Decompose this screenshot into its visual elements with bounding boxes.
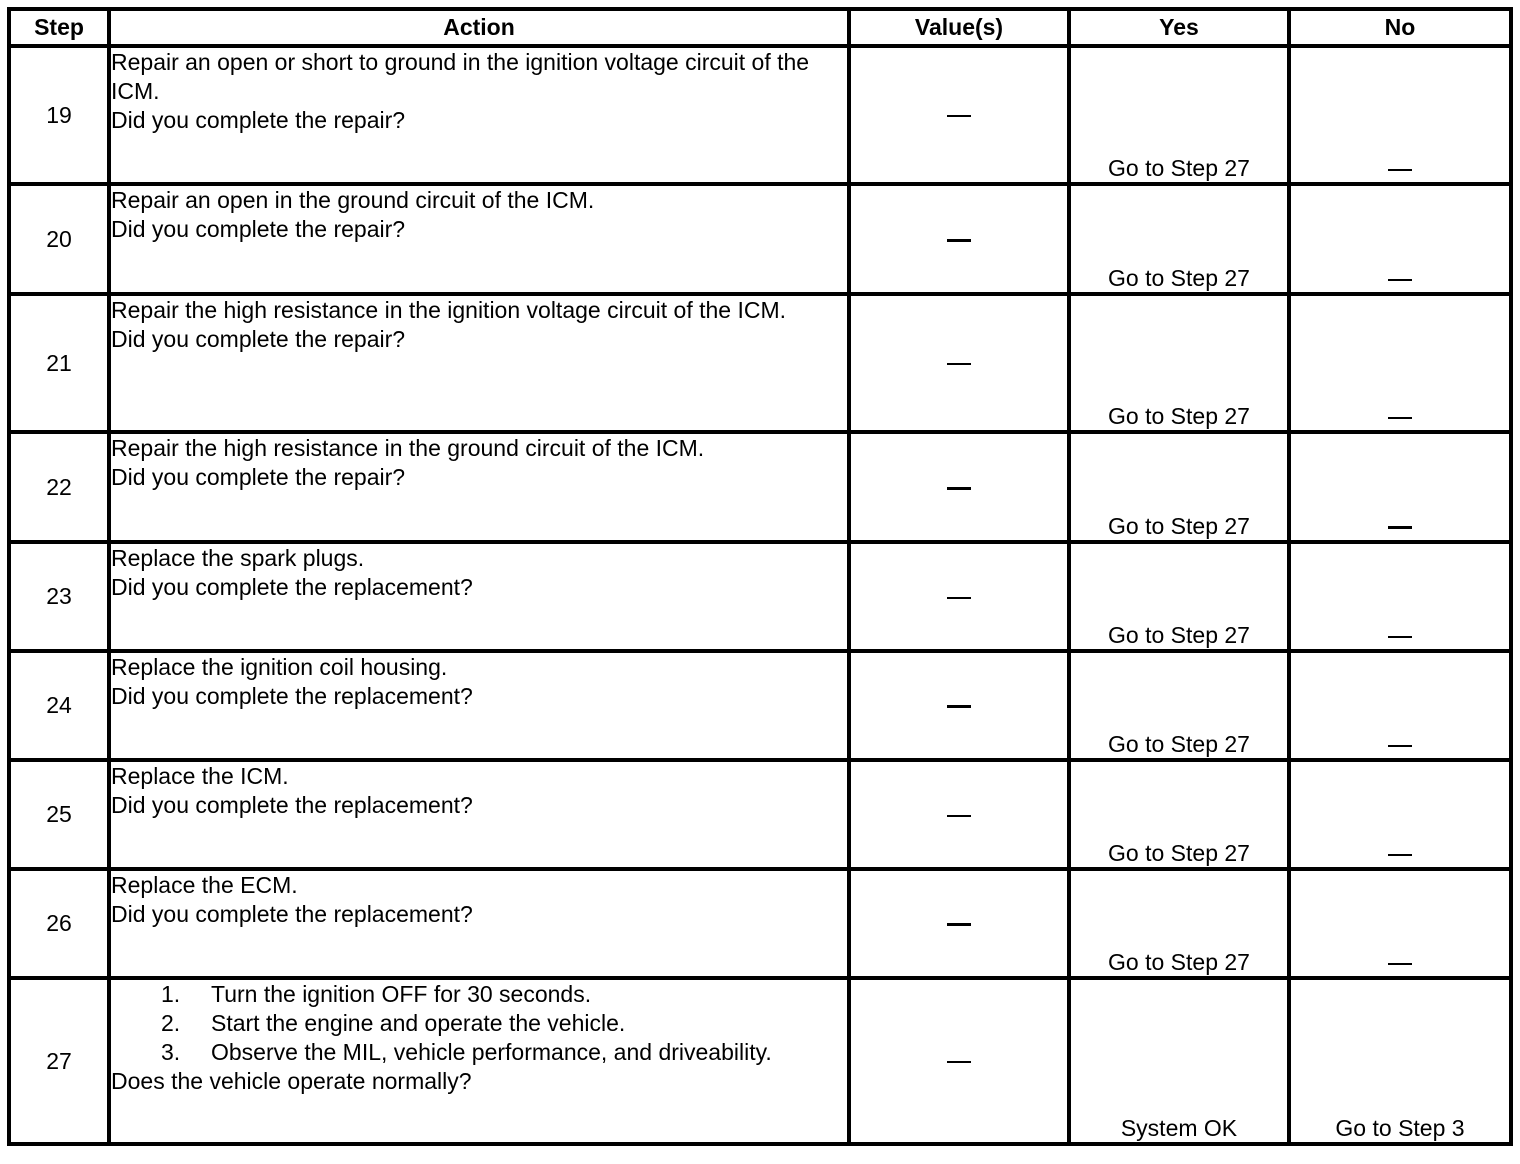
action-cell bbox=[109, 760, 849, 869]
values-cell bbox=[849, 432, 1069, 542]
action-question: Did you complete the replacement? bbox=[111, 901, 473, 927]
no-cell bbox=[1289, 760, 1511, 869]
no-cell bbox=[1289, 432, 1511, 542]
action-instruction: Replace the ECM. bbox=[111, 872, 298, 898]
step-number: 20 bbox=[9, 184, 109, 294]
list-text: Turn the ignition OFF for 30 seconds. bbox=[211, 981, 592, 1007]
step-number: 24 bbox=[9, 651, 109, 760]
no-cell: Go to Step 3 bbox=[1289, 978, 1511, 1144]
dash-mark bbox=[1388, 854, 1412, 856]
action-cell bbox=[109, 869, 849, 978]
values-cell bbox=[849, 46, 1069, 184]
table-row bbox=[9, 46, 1511, 184]
dash-mark bbox=[947, 597, 971, 599]
values-cell bbox=[849, 294, 1069, 432]
header-action: Action bbox=[109, 9, 849, 46]
action-instruction: Repair an open in the ground circuit of the ICM. bbox=[111, 187, 595, 213]
values-cell bbox=[849, 760, 1069, 869]
dash-mark bbox=[947, 923, 971, 926]
yes-cell: Go to Step 27 bbox=[1069, 46, 1289, 184]
dash-mark bbox=[947, 487, 971, 490]
step-number: 25 bbox=[9, 760, 109, 869]
dash-mark bbox=[1388, 169, 1412, 171]
action-question: Does the vehicle operate normally? bbox=[111, 1068, 472, 1094]
yes-cell: Go to Step 27 bbox=[1069, 760, 1289, 869]
table-row bbox=[9, 651, 1511, 760]
dash-mark bbox=[947, 815, 971, 817]
step-number: 27 bbox=[9, 978, 109, 1144]
procedure-list bbox=[161, 980, 847, 1067]
no-cell bbox=[1289, 184, 1511, 294]
header-row bbox=[9, 9, 1511, 46]
table-row bbox=[9, 760, 1511, 869]
table-row bbox=[9, 869, 1511, 978]
list-item bbox=[161, 1038, 847, 1067]
action-question: Did you complete the replacement? bbox=[111, 792, 473, 818]
step-number: 21 bbox=[9, 294, 109, 432]
diagnostic-table bbox=[7, 7, 1513, 1146]
action-instruction: Repair an open or short to ground in the ignition voltage circuit of the ICM. bbox=[111, 49, 810, 104]
yes-cell: Go to Step 27 bbox=[1069, 542, 1289, 651]
list-number: 1. bbox=[161, 981, 181, 1007]
no-cell bbox=[1289, 651, 1511, 760]
action-instruction: Replace the spark plugs. bbox=[111, 545, 365, 571]
values-cell bbox=[849, 184, 1069, 294]
dash-mark bbox=[947, 705, 971, 708]
yes-cell: Go to Step 27 bbox=[1069, 651, 1289, 760]
yes-cell: Go to Step 27 bbox=[1069, 184, 1289, 294]
action-question: Did you complete the replacement? bbox=[111, 683, 473, 709]
action-cell bbox=[109, 432, 849, 542]
dash-mark bbox=[1388, 745, 1412, 747]
action-instruction: Replace the ICM. bbox=[111, 763, 289, 789]
dash-mark bbox=[947, 115, 971, 117]
values-cell bbox=[849, 978, 1069, 1144]
list-text: Observe the MIL, vehicle performance, and driveability. bbox=[211, 1039, 772, 1065]
header-yes: Yes bbox=[1069, 9, 1289, 46]
step-number: 22 bbox=[9, 432, 109, 542]
step-number: 26 bbox=[9, 869, 109, 978]
list-number: 2. bbox=[161, 1010, 181, 1036]
yes-cell: Go to Step 27 bbox=[1069, 869, 1289, 978]
dash-mark bbox=[1388, 279, 1412, 281]
table-row bbox=[9, 184, 1511, 294]
action-question: Did you complete the repair? bbox=[111, 107, 406, 133]
action-instruction: Repair the high resistance in the ignition voltage circuit of the ICM. bbox=[111, 297, 787, 323]
table-row bbox=[9, 294, 1511, 432]
dash-mark bbox=[947, 239, 971, 242]
action-cell bbox=[109, 651, 849, 760]
action-cell bbox=[109, 184, 849, 294]
step-number: 19 bbox=[9, 46, 109, 184]
header-step: Step bbox=[9, 9, 109, 46]
yes-cell: Go to Step 27 bbox=[1069, 294, 1289, 432]
values-cell bbox=[849, 651, 1069, 760]
yes-cell: System OK bbox=[1069, 978, 1289, 1144]
table-row-final bbox=[9, 978, 1511, 1144]
list-item bbox=[161, 1009, 847, 1038]
values-cell bbox=[849, 869, 1069, 978]
dash-mark bbox=[1388, 636, 1412, 638]
action-cell bbox=[109, 294, 849, 432]
list-item bbox=[161, 980, 847, 1009]
dash-mark bbox=[1388, 963, 1412, 965]
no-cell bbox=[1289, 542, 1511, 651]
yes-cell: Go to Step 27 bbox=[1069, 432, 1289, 542]
step-number: 23 bbox=[9, 542, 109, 651]
list-number: 3. bbox=[161, 1039, 181, 1065]
action-instruction: Replace the ignition coil housing. bbox=[111, 654, 448, 680]
action-question: Did you complete the replacement? bbox=[111, 574, 473, 600]
no-cell bbox=[1289, 46, 1511, 184]
list-text: Start the engine and operate the vehicle. bbox=[211, 1010, 626, 1036]
no-cell bbox=[1289, 869, 1511, 978]
dash-mark bbox=[1388, 526, 1412, 529]
header-values: Value(s) bbox=[849, 9, 1069, 46]
action-instruction: Repair the high resistance in the ground circuit of the ICM. bbox=[111, 435, 705, 461]
dash-mark bbox=[947, 1061, 971, 1063]
table-row bbox=[9, 432, 1511, 542]
action-cell bbox=[109, 46, 849, 184]
dash-mark bbox=[947, 363, 971, 365]
action-question: Did you complete the repair? bbox=[111, 326, 406, 352]
values-cell bbox=[849, 542, 1069, 651]
action-cell bbox=[109, 978, 849, 1144]
diagnostic-table-frame bbox=[7, 7, 1509, 1145]
no-cell bbox=[1289, 294, 1511, 432]
action-cell bbox=[109, 542, 849, 651]
table-row bbox=[9, 542, 1511, 651]
action-question: Did you complete the repair? bbox=[111, 464, 406, 490]
header-no: No bbox=[1289, 9, 1511, 46]
action-question: Did you complete the repair? bbox=[111, 216, 406, 242]
dash-mark bbox=[1388, 417, 1412, 419]
